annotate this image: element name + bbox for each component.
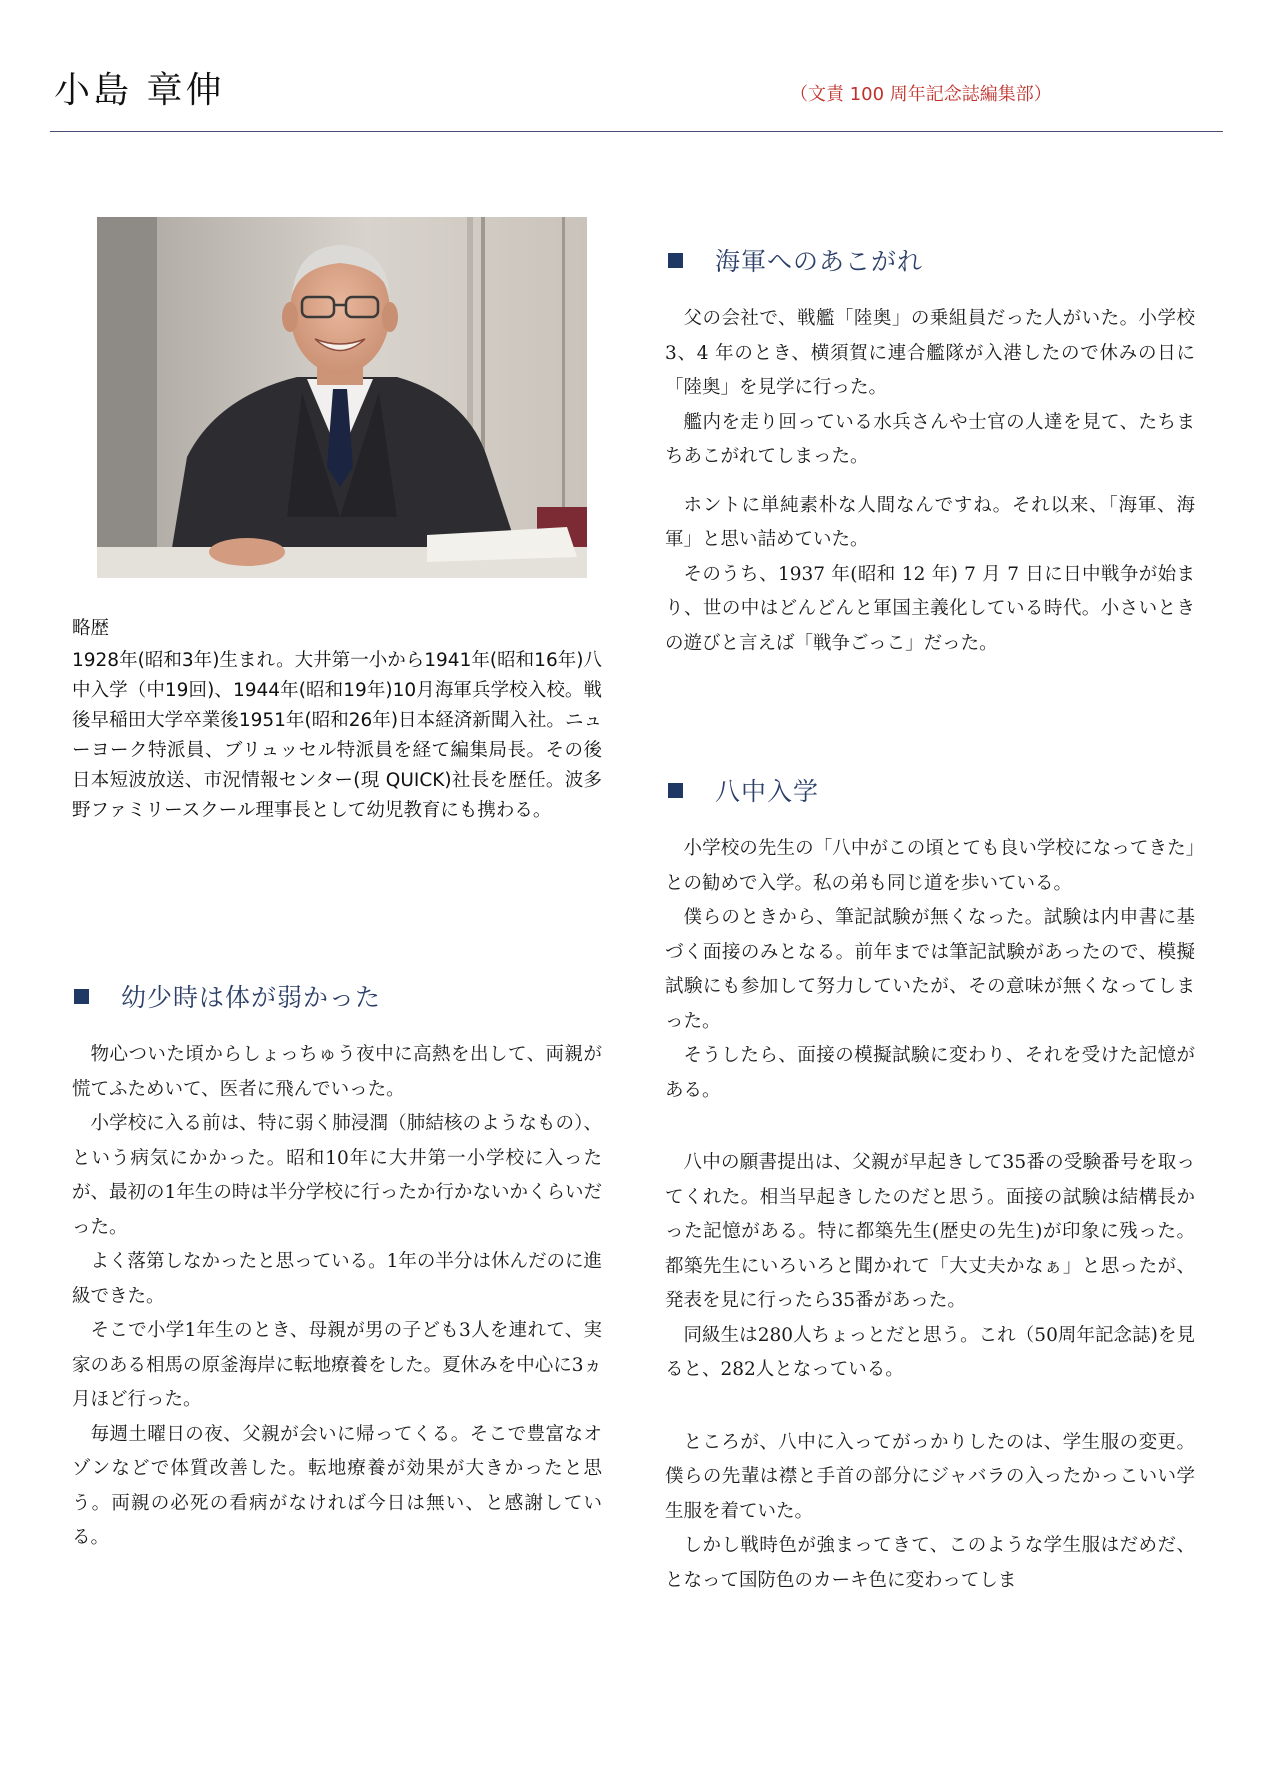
- paragraph: 僕らのときから、筆記試験が無くなった。試験は内申書に基づく面接のみとなる。前年までは筆記試験があったので、模擬試験にも参加して努力していたが、その意味が無くなってしまった。: [665, 907, 1195, 1032]
- section-heading-text: 幼少時は体が弱かった: [121, 983, 382, 1012]
- section-body-hachichu: [665, 832, 1195, 1598]
- biography-title: 略歴: [72, 618, 110, 639]
- header-divider: [50, 131, 1223, 132]
- page-title: 小島 章伸: [54, 70, 225, 111]
- section-heading-text: 八中入学: [715, 777, 820, 806]
- section-heading-childhood: [74, 978, 381, 1014]
- paragraph: ホントに単純素朴な人間なんですね。それ以来、「海軍、海軍」と思い詰めていた。: [665, 494, 1195, 550]
- paragraph: 同級生は280人ちょっとだと思う。これ（50周年記念誌)を見ると、282人となっている。: [665, 1324, 1195, 1380]
- portrait-illustration: [97, 217, 587, 578]
- paragraph: そこで小学1年生のとき、母親が男の子ども3人を連れて、実家のある相馬の原釜海岸に転地療養をした。夏休みを中心に3ヵ月ほど行った。: [72, 1320, 602, 1410]
- portrait-photo: [97, 217, 587, 578]
- paragraph: 艦内を走り回っている水兵さんや士官の人達を見て、たちまちあこがれてしまった。: [665, 411, 1195, 467]
- paragraph: 小学校に入る前は、特に弱く肺浸潤（肺結核のようなもの）、という病気にかかった。昭和10年に大井第一小学校に入ったが、最初の1年生の時は半分学校に行ったか行かないかくらいだった。: [72, 1113, 602, 1238]
- square-bullet-icon: [668, 253, 683, 268]
- paragraph: ところが、八中に入ってがっかりしたのは、学生服の変更。僕らの先輩は襟と手首の部分にジャバラの入ったかっこいい学生服を着ていた。: [665, 1431, 1195, 1522]
- paragraph: 父の会社で、戦艦「陸奥」の乗組員だった人がいた。小学校 3、4 年のとき、横須賀に連合艦隊が入港したので休みの日に「陸奥」を見学に行った。: [665, 308, 1195, 398]
- paragraph: 物心ついた頃からしょっちゅう夜中に高熱を出して、両親が慌てふためいて、医者に飛んでいった。: [72, 1044, 602, 1100]
- square-bullet-icon: [74, 989, 89, 1004]
- section-heading-navy: [668, 242, 923, 278]
- biography-text: 1928年(昭和3年)生まれ。大井第一小から1941年(昭和16年)八中入学（中19回)、1944年(昭和19年)10月海軍兵学校入校。戦後早稲田大学卒業後1951年(昭和26年)日本経済新聞入社。ニューヨーク特派員、ブリュッセル特派員を経て編集局長。その後日本短波放送、市況情報センター(現 QUICK)社長を歴任。波多野ファミリースクール理事長として幼児教育にも携わる。: [72, 650, 602, 821]
- section-body-childhood: [72, 1038, 602, 1556]
- section-body-navy: [665, 302, 1195, 661]
- paragraph: よく落第しなかったと思っている。1年の半分は休んだのに進級できた。: [72, 1251, 602, 1307]
- paragraph: 小学校の先生の「八中がこの頃とても良い学校になってきた」との勧めで入学。私の弟も同じ道を歩いている。: [665, 838, 1195, 894]
- paragraph: そのうち、1937 年(昭和 12 年) 7 月 7 日に日中戦争が始まり、世の中はどんどんと軍国主義化している時代。小さいときの遊びと言えば「戦争ごっこ」だった。: [665, 563, 1195, 654]
- paragraph: しかし戦時色が強まってきて、このような学生服はだめだ、となって国防色のカーキ色に変わってしま: [665, 1535, 1195, 1591]
- paragraph: 八中の願書提出は、父親が早起きして35番の受験番号を取ってくれた。相当早起きしたのだと思う。面接の試験は結構長かった記憶がある。特に都築先生(歴史の先生)が印象に残った。都築先生にいろいろと聞かれて「大丈夫かなぁ」と思ったが、発表を見に行ったら35番があった。: [665, 1152, 1195, 1311]
- section-heading-text: 海軍へのあこがれ: [715, 247, 924, 276]
- paragraph: そうしたら、面接の模擬試験に変わり、それを受けた記憶がある。: [665, 1045, 1195, 1101]
- square-bullet-icon: [668, 783, 683, 798]
- section-heading-hachichu: [668, 772, 819, 808]
- editorial-credit: （文責 100 周年記念誌編集部）: [790, 84, 1052, 105]
- biography: [72, 614, 602, 826]
- paragraph: 毎週土曜日の夜、父親が会いに帰ってくる。そこで豊富なオゾンなどで体質改善した。転地療養が効果が大きかったと思う。両親の必死の看病がなければ今日は無い、と感謝している。: [72, 1423, 602, 1548]
